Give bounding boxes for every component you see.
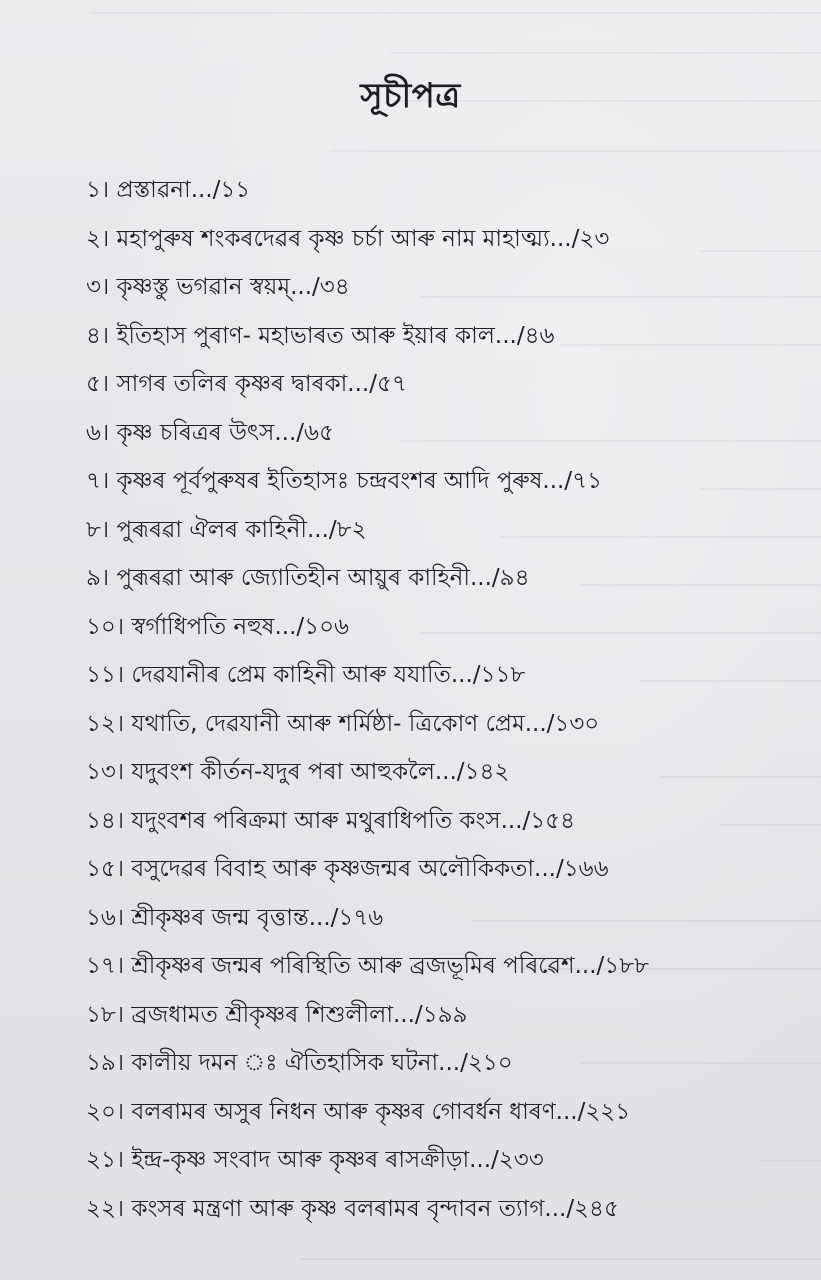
toc-entry: ১০। স্বৰ্গাধিপতি নহুষ.../১০৬: [86, 613, 349, 640]
toc-entry: ১৩। যদুবংশ কীৰ্তন-যদুৰ পৰা আহুকলৈ.../১৪২: [86, 759, 510, 785]
toc-entry: ৭। কৃষ্ণৰ পূৰ্বপুৰুষৰ ইতিহাসঃ চন্দ্ৰবংশৰ আদি পুৰুষ.../৭১: [86, 468, 602, 494]
toc-entry: ১৬। শ্ৰীকৃষ্ণৰ জন্ম বৃত্তান্ত.../১৭৬: [86, 904, 384, 931]
bleed-through-line: [390, 52, 821, 54]
toc-entry: ১৭। শ্ৰীকৃষ্ণৰ জন্মৰ পৰিস্থিতি আৰু ব্ৰজভূমিৰ পৰিৱেশ.../১৮৮: [86, 953, 650, 979]
toc-entry: ৯। পুৰূৰৱা আৰু জ্যোতিহীন আয়ুৰ কাহিনী.../৯৪: [86, 565, 530, 591]
toc-entry: ৮। পুৰূৰৱা ঐলৰ কাহিনী.../৮২: [86, 516, 367, 543]
bleed-through-line: [90, 12, 821, 14]
toc-entry: ১৪। যদুংবশৰ পৰিক্ৰমা আৰু মথুৰাধিপতি কংস.../১৫৪: [86, 807, 576, 834]
bleed-through-line: [330, 150, 821, 152]
toc-entry: ৪। ইতিহাস পুৰাণ- মহাভাৰত আৰু ইয়াৰ কাল.../৪৬: [86, 322, 555, 349]
toc-entry: ২। মহাপুৰুষ শংকৰদেৱৰ কৃষ্ণ চৰ্চা আৰু নাম মাহাত্ম্য.../২৩: [86, 225, 610, 252]
page-title: সূচীপত্ৰ: [360, 76, 461, 116]
toc-entry: ১১। দেৱযানীৰ প্ৰেম কাহিনী আৰু যযাতি.../১১৮: [86, 662, 526, 688]
toc-entry: ২১। ইন্দ্ৰ-কৃষ্ণ সংবাদ আৰু কৃষ্ণৰ ৰাসক্ৰীড়া.../২৩৩: [86, 1147, 544, 1173]
toc-entry: ৬। কৃষ্ণ চৰিত্ৰৰ উৎস.../৬৫: [86, 419, 334, 446]
toc-entry: ১৫। বসুদেৱৰ বিবাহ আৰু কৃষ্ণজন্মৰ অলৌকিকতা.../১৬৬: [86, 856, 609, 882]
toc-entry: ১৮। ব্ৰজধামত শ্ৰীকৃষ্ণৰ শিশুলীলা.../১৯৯: [86, 1001, 468, 1028]
toc-entry: ১৯। কালীয় দমন ঃ ঐতিহাসিক ঘটনা.../২১০: [86, 1050, 513, 1076]
toc-entry: ১২। যথাতি, দেৱযানী আৰু শৰ্মিষ্ঠা- ত্ৰিকোণ প্ৰেম.../১৩০: [86, 710, 600, 737]
toc-entry: ২০। বলৰামৰ অসুৰ নিধন আৰু কৃষ্ণৰ গোবৰ্ধন ধাৰণ.../২২১: [86, 1098, 631, 1125]
toc-entry: ৩। কৃষ্ণস্তু ভগৱান স্বয়ম্.../৩৪: [86, 274, 350, 300]
toc-entry: ১। প্ৰস্তাৱনা.../১১: [86, 177, 251, 203]
bleed-through-line: [300, 1258, 821, 1260]
table-of-contents: [86, 166, 801, 1233]
toc-entry: ৫। সাগৰ তলিৰ কৃষ্ণৰ দ্বাৰকা.../৫৭: [86, 371, 407, 397]
toc-entry: ২২। কংসৰ মন্ত্ৰণা আৰু কৃষ্ণ বলৰামৰ বৃন্দাবন ত্যাগ.../২৪৫: [86, 1195, 619, 1222]
